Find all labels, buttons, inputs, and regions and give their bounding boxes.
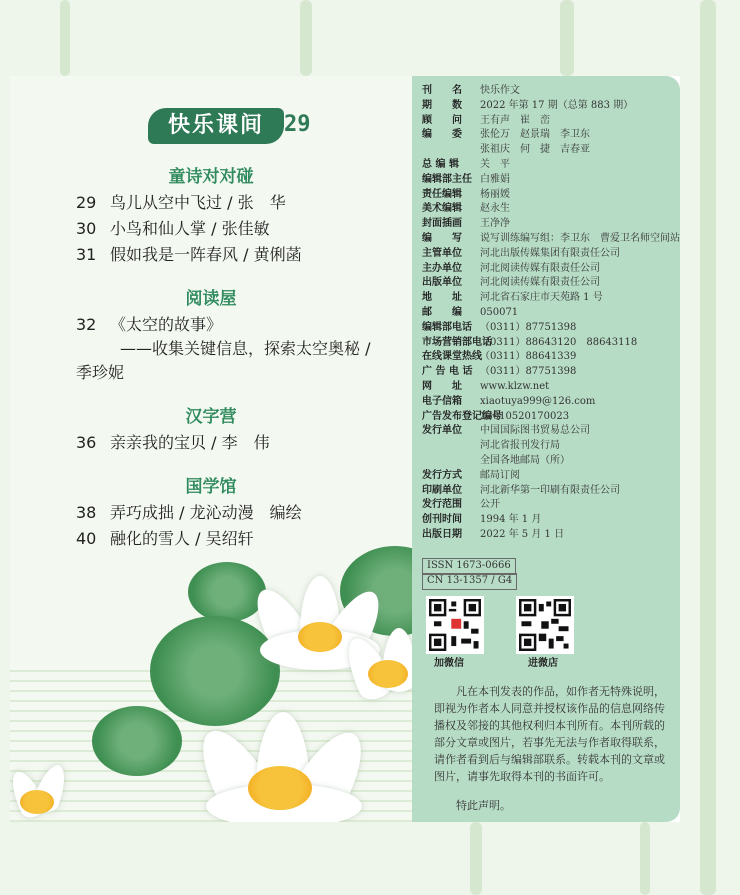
masthead-key: 编辑部电话 bbox=[422, 321, 472, 333]
masthead-key: 责任编辑 bbox=[422, 188, 462, 200]
toc-page-number: 32 bbox=[76, 315, 97, 334]
masthead-value: 杨丽媛 bbox=[480, 188, 510, 200]
lotus-leaf bbox=[188, 562, 266, 622]
masthead-value: 张祖庆 何 捷 吉春亚 bbox=[480, 144, 590, 156]
background-branch bbox=[60, 0, 70, 76]
section-title: 汉字营 bbox=[185, 407, 237, 427]
toc-page-number: 40 bbox=[76, 529, 97, 548]
masthead-value: 2022 年 5 月 1 日 bbox=[480, 529, 565, 540]
masthead-value: 河北省石家庄市天苑路 1 号 bbox=[480, 292, 603, 304]
background-branch bbox=[560, 0, 574, 76]
weidian-qr-code[interactable] bbox=[516, 596, 574, 654]
masthead-value: 河北新华第一印刷有限责任公司 bbox=[480, 484, 620, 496]
toc-entry[interactable] bbox=[76, 526, 254, 549]
toc-entry[interactable] bbox=[76, 242, 302, 265]
masthead-row bbox=[422, 158, 510, 173]
banner-page-number: 29 bbox=[284, 112, 311, 137]
masthead-value: （0311）88643120 88643118 bbox=[480, 336, 638, 348]
masthead-key: 广 告 电 话 bbox=[422, 366, 473, 378]
masthead-key: 出版日期 bbox=[422, 529, 462, 540]
toc-entry-text: 假如我是一阵春风 / 黄俐菡 bbox=[110, 245, 302, 264]
masthead-key: 广告发布登记编号 bbox=[422, 410, 502, 422]
masthead-row bbox=[422, 247, 620, 262]
masthead-panel bbox=[412, 76, 680, 822]
masthead-value: 全国各地邮局（所） bbox=[480, 455, 570, 466]
masthead-row bbox=[422, 454, 570, 469]
masthead-row bbox=[422, 217, 510, 232]
qr-code-icon bbox=[429, 599, 481, 651]
masthead-row bbox=[422, 336, 637, 351]
cn-number: CN 13-1357 / G4 bbox=[422, 573, 517, 590]
masthead-key: 编辑部主任 bbox=[422, 173, 472, 185]
cn-line bbox=[422, 573, 517, 590]
masthead-value: 张伦万 赵景瑞 李卫东 bbox=[480, 129, 590, 141]
section-title: 童诗对对碰 bbox=[168, 167, 254, 187]
masthead-key: 发行单位 bbox=[422, 425, 462, 437]
toc-entry[interactable] bbox=[76, 312, 222, 335]
masthead-key: 顾 问 bbox=[422, 114, 462, 126]
masthead-row bbox=[422, 99, 633, 114]
masthead-row bbox=[422, 232, 680, 247]
masthead-row bbox=[422, 306, 518, 321]
masthead-row bbox=[422, 513, 541, 528]
masthead-row bbox=[422, 365, 576, 380]
masthead-value: 关 平 bbox=[480, 159, 510, 170]
masthead-key: 出版单位 bbox=[422, 277, 462, 289]
masthead-key: 邮 编 bbox=[422, 307, 462, 318]
toc-entry[interactable] bbox=[76, 430, 270, 453]
masthead-key: 地 址 bbox=[422, 292, 462, 304]
toc-page-number: 38 bbox=[76, 503, 97, 522]
masthead-value: xiaotuya999@126.com bbox=[480, 395, 596, 407]
toc-entry-text: 融化的雪人 / 吴绍轩 bbox=[110, 529, 254, 548]
masthead-key: 发行范围 bbox=[422, 499, 462, 511]
masthead-value: 快乐作文 bbox=[480, 85, 520, 96]
masthead-value: 河北阅读传媒有限责任公司 bbox=[480, 277, 600, 289]
masthead-row bbox=[422, 439, 560, 454]
masthead-value: 河北省报刊发行局 bbox=[480, 440, 560, 452]
wechat-qr-code[interactable] bbox=[426, 596, 484, 654]
section-title: 阅读屋 bbox=[185, 289, 237, 309]
masthead-key: 美术编辑 bbox=[422, 203, 462, 215]
masthead-key: 网 址 bbox=[422, 381, 462, 392]
toc-page-number: 30 bbox=[76, 219, 97, 238]
masthead-value: 白雅娟 bbox=[480, 173, 510, 185]
qr-label: 进微店 bbox=[528, 658, 558, 669]
masthead-value: （0311）87751398 bbox=[480, 321, 577, 333]
masthead-row bbox=[422, 484, 620, 499]
masthead-value: 13010520170023 bbox=[480, 410, 570, 422]
masthead-row bbox=[422, 469, 520, 484]
masthead-value: 中国国际图书贸易总公司 bbox=[480, 425, 590, 437]
toc-entry-text: 鸟儿从空中飞过 / 张 华 bbox=[110, 193, 286, 212]
masthead-value: 050071 bbox=[480, 307, 519, 318]
toc-entry[interactable] bbox=[76, 216, 270, 239]
masthead-value: 说写训练编写组：李卫东 曹爱卫名师空间站 bbox=[480, 233, 680, 244]
masthead-value: 王净净 bbox=[480, 218, 510, 230]
background-branch bbox=[700, 0, 716, 895]
masthead-row bbox=[422, 380, 549, 395]
masthead-row bbox=[422, 395, 595, 410]
toc-entry-author: 季珍妮 bbox=[76, 363, 125, 382]
masthead-row bbox=[422, 143, 590, 158]
toc-entry[interactable] bbox=[76, 190, 286, 213]
masthead-value: 邮局订阅 bbox=[480, 469, 520, 481]
masthead-row bbox=[422, 424, 590, 439]
toc-page-number: 29 bbox=[76, 193, 97, 212]
background-branch bbox=[640, 822, 650, 895]
masthead-key: 主管单位 bbox=[422, 247, 462, 259]
masthead-value: 王有声 崔 峦 bbox=[480, 114, 550, 126]
masthead-row bbox=[422, 84, 520, 99]
background-branch bbox=[470, 822, 482, 895]
masthead-value: 公开 bbox=[480, 499, 500, 511]
masthead-value: 1994 年 1 月 bbox=[480, 514, 542, 526]
toc-page-number: 36 bbox=[76, 433, 97, 452]
qr-label: 加微信 bbox=[434, 658, 464, 669]
lotus-leaf bbox=[150, 616, 280, 726]
masthead-key: 编 委 bbox=[422, 129, 462, 141]
lotus-leaf bbox=[92, 706, 182, 776]
masthead-row bbox=[422, 262, 600, 277]
masthead-value: （0311）87751398 bbox=[480, 366, 577, 378]
qr-code-icon bbox=[519, 599, 571, 651]
toc-page-number: 31 bbox=[76, 245, 97, 264]
masthead-key: 电子信箱 bbox=[422, 395, 462, 407]
column-banner: 快乐课间 bbox=[148, 108, 284, 144]
masthead-key: 市场营销部电话 bbox=[422, 336, 492, 348]
masthead-row bbox=[422, 321, 576, 336]
masthead-key: 期 数 bbox=[422, 99, 462, 111]
masthead-key: 印刷单位 bbox=[422, 484, 462, 496]
background-branch bbox=[300, 0, 312, 76]
copyright-notice: 凡在本刊发表的作品，如作者无特殊说明，即视为作者本人同意并授权该作品的信息网络传播权及邻接的其他权利归本刊所有。本刊所载的部分文章或图片，若事先无法与作者取得联系，请作者看到后与编辑部联系。转载本刊的文章或图片，请事先取得本刊的书面许可。 bbox=[434, 685, 665, 783]
masthead-value: 河北阅读传媒有限责任公司 bbox=[480, 262, 600, 274]
toc-entry-text: 弄巧成拙 / 龙沁动漫 编绘 bbox=[110, 503, 302, 522]
toc-entry-text: 《太空的故事》 bbox=[110, 315, 223, 334]
masthead-row bbox=[422, 498, 500, 513]
masthead-row bbox=[422, 350, 576, 365]
toc-entry[interactable] bbox=[76, 500, 302, 523]
masthead-key: 封面插画 bbox=[422, 218, 462, 230]
masthead-key: 创刊时间 bbox=[422, 514, 462, 526]
masthead-row bbox=[422, 276, 600, 291]
masthead-key: 主办单位 bbox=[422, 262, 462, 274]
masthead-row bbox=[422, 291, 603, 306]
masthead-value: 赵永生 bbox=[480, 203, 510, 215]
masthead-row bbox=[422, 188, 510, 203]
masthead-key: 发行方式 bbox=[422, 469, 462, 481]
masthead-row bbox=[422, 173, 510, 188]
toc-entry-text: 小鸟和仙人掌 / 张佳敏 bbox=[110, 219, 270, 238]
notice-closing: 特此声明。 bbox=[456, 799, 511, 812]
masthead-key: 编 写 bbox=[422, 233, 462, 244]
masthead-row bbox=[422, 202, 510, 217]
masthead-row bbox=[422, 114, 550, 129]
masthead-key: 总 编 辑 bbox=[422, 159, 459, 170]
masthead-value: （0311）88641339 bbox=[480, 351, 577, 363]
masthead-row bbox=[422, 410, 569, 425]
section-title: 国学馆 bbox=[185, 477, 237, 497]
toc-entry-text: 亲亲我的宝贝 / 李 伟 bbox=[110, 433, 270, 452]
table-of-contents bbox=[10, 76, 412, 822]
masthead-value: 2022 年第 17 期（总第 883 期） bbox=[480, 99, 634, 111]
masthead-row bbox=[422, 528, 564, 543]
masthead-key: 在线课堂热线 bbox=[422, 351, 482, 363]
issn: ISSN 1673-0666 bbox=[422, 558, 516, 575]
masthead-row bbox=[422, 128, 590, 143]
toc-entry-subtitle: ——收集关键信息，探索太空奥秘 / bbox=[120, 339, 371, 358]
masthead-key: 刊 名 bbox=[422, 85, 462, 96]
masthead-value: www.klzw.net bbox=[480, 381, 550, 392]
masthead-value: 河北出版传媒集团有限责任公司 bbox=[480, 247, 620, 259]
